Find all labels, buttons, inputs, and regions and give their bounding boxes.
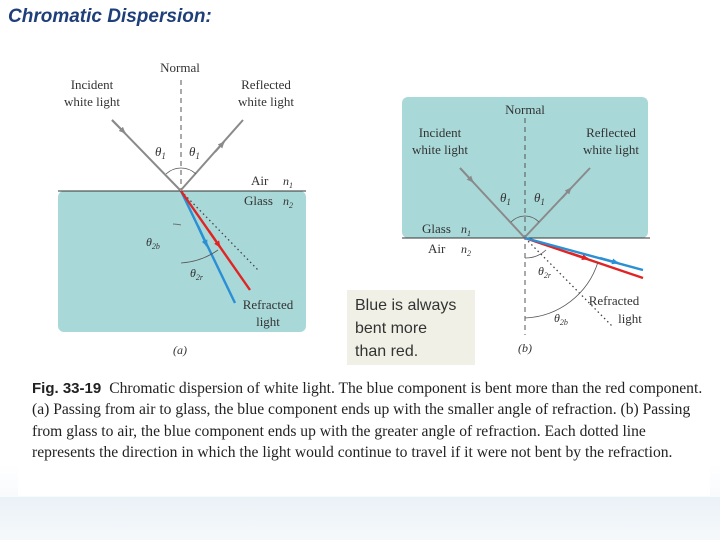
n2-label-a: $n_2$ <box>283 194 293 210</box>
theta2b-label-b: $\theta_{2b}$ <box>554 311 568 327</box>
note-box <box>347 290 475 365</box>
n2-label-b: $n_2$ <box>461 242 471 258</box>
reflected-label-b-line2: white light <box>583 142 639 157</box>
reflected-label-a-line1: Reflected <box>241 77 291 92</box>
incident-label-b-line2: white light <box>412 142 468 157</box>
refracted-label-b-line2: light <box>618 311 642 326</box>
note-line-3: than red. <box>355 343 419 360</box>
figure-number: Fig. 33-19 <box>32 380 102 397</box>
theta2b-label-a: $\theta_{2b}$ <box>146 235 160 251</box>
theta2r-label-b: $\theta_{2r}$ <box>538 264 552 280</box>
n1-label-b: $n_1$ <box>461 222 471 238</box>
theta1-right-b: $\theta_1$ <box>534 190 545 207</box>
reflected-label-a-line2: white light <box>238 94 294 109</box>
blue-arrow-b <box>600 258 618 263</box>
refracted-label-b-line1: Refracted <box>588 293 640 308</box>
normal-label-a: Normal <box>160 60 200 75</box>
air-label-a: Air <box>251 173 269 188</box>
theta2r-label-a: $\theta_{2r}$ <box>190 266 204 282</box>
angle-arc-right-a <box>181 168 196 174</box>
figure-caption <box>32 378 704 464</box>
theta1-left-b: $\theta_1$ <box>500 190 511 207</box>
incident-arrow-a <box>112 120 125 133</box>
slide-footer-band <box>0 497 720 540</box>
diagram-a <box>58 60 306 357</box>
incident-label-a-line2: white light <box>64 94 120 109</box>
reflected-arrow-a <box>215 142 224 152</box>
angle-arc-2b-b <box>525 262 598 318</box>
dotted-continuation-b <box>525 238 612 326</box>
diagram-a-label: (a) <box>173 343 187 357</box>
refracted-label-a-line1: Refracted <box>242 297 294 312</box>
caption-text: Chromatic dispersion of white light. The blue component is bent more than the red component. (a) Passing from air to glass, the blue component ends up with the smaller angle of refraction. (b) Passing from glass to air, the blue component ends up with the greater angle of refraction. Each dotted line represents the direction in which the light would continue to travel if it were not bent by the refraction. <box>32 380 703 462</box>
slide-title: Chromatic Dispersion: <box>8 6 212 27</box>
note-line-2: bent more <box>355 320 428 337</box>
refracted-label-a-line2: light <box>256 314 280 329</box>
theta1-right-a: $\theta_1$ <box>189 144 200 161</box>
n1-label-a: $n_1$ <box>283 174 293 190</box>
incident-label-b-line1: Incident <box>418 125 462 140</box>
angle-arc-2r-b <box>525 250 546 258</box>
glass-label-a: Glass <box>244 193 273 208</box>
angle-arc-left-a <box>166 168 181 174</box>
reflected-label-b-line1: Reflected <box>586 125 636 140</box>
note-line-1: Blue is always <box>355 297 457 314</box>
diagram-b-label: (b) <box>518 341 532 355</box>
air-label-b: Air <box>428 241 446 256</box>
theta1-left-a: $\theta_1$ <box>155 144 166 161</box>
normal-label-b: Normal <box>505 102 545 117</box>
incident-label-a-line1: Incident <box>70 77 114 92</box>
glass-label-b: Glass <box>422 221 451 236</box>
